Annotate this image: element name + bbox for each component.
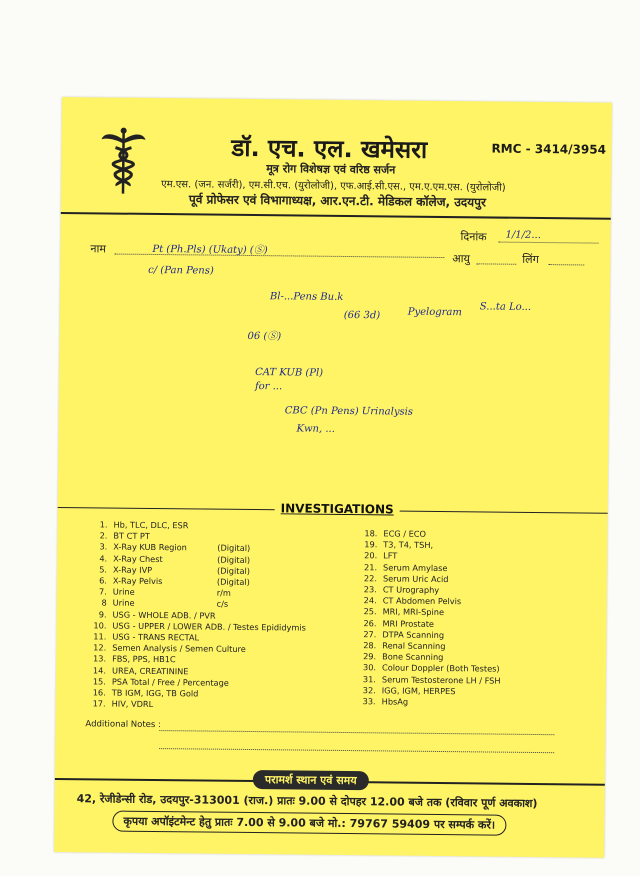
investigation-detail: (Digital): [217, 554, 251, 565]
appointment-info: कृपया अपॉइंटमेन्ट हेतु प्रातः 7.00 से 9.00 बजे मो.: 79767 59409 पर सम्पर्क करें।: [112, 811, 506, 836]
investigation-number: 27.: [363, 629, 377, 640]
investigation-item: [359, 551, 502, 564]
age-label: आयु: [452, 252, 471, 266]
investigation-number: 31.: [362, 673, 376, 684]
investigation-name: Serum Uric Acid: [382, 573, 449, 584]
investigation-name: X-Ray KUB Region: [113, 541, 187, 553]
caduceus-icon: [101, 125, 146, 195]
investigation-number: 3.: [99, 541, 108, 552]
handwritten-note: CAT KUB (Pl): [255, 367, 324, 379]
investigation-detail: (Digital): [216, 565, 251, 576]
investigation-number: 33.: [362, 696, 376, 707]
investigation-number: 28.: [363, 640, 377, 651]
investigations-left-list: [88, 519, 307, 712]
investigation-name: BT CT PT: [113, 530, 150, 542]
investigation-name: Serum Amylase: [383, 561, 448, 573]
investigations-title: INVESTIGATIONS: [275, 501, 400, 516]
investigation-number: 7.: [98, 586, 107, 597]
consult-title: परामर्श स्थान एवं समय: [253, 770, 369, 790]
investigation-name: Semen Analysis / Semen Culture: [112, 642, 246, 655]
investigation-number: 1.: [99, 519, 108, 530]
handwritten-note: Kwn, ...: [296, 423, 335, 435]
investigation-name: IGG, IGM, HERPES: [381, 685, 456, 696]
investigation-number: 14.: [92, 664, 107, 676]
position: पूर्व प्रोफेसर एवं विभागाध्यक्ष, आर.एन.टी. मेडिकल कॉलेज, उदयपुर: [188, 192, 486, 210]
age-line: [476, 263, 516, 264]
investigation-name: Urine: [112, 586, 135, 598]
investigation-number: 32.: [362, 685, 376, 696]
handwritten-note: Bl-...Pens Bu.k: [269, 291, 344, 303]
additional-notes-label: Additional Notes :: [85, 719, 161, 731]
investigations-right-list: [358, 528, 503, 709]
investigation-number: 20.: [364, 550, 378, 561]
investigation-name: UREA, CREATININE: [111, 665, 189, 676]
investigation-name: Renal Scanning: [382, 640, 446, 652]
investigation-number: 26.: [363, 617, 377, 628]
investigation-name: X-Ray IVP: [113, 564, 153, 575]
investigation-name: CT Urography: [382, 584, 440, 595]
investigation-number: 18.: [364, 528, 378, 539]
investigation-number: 5.: [99, 564, 108, 575]
investigation-name: FBS, PPS, HB1C: [112, 653, 176, 665]
investigation-name: HbsAg: [381, 696, 409, 707]
investigation-name: USG - UPPER / LOWER ADB. / Testes Epididymis: [112, 620, 306, 633]
clinic-address: 42, रेजीडेन्सी रोड, उदयपुर-313001 (राज.) प्रातः 9.00 से दोपहर 12.00 बजे तक (रविवार पूर्ण अवकाश): [76, 792, 538, 811]
investigation-name: Serum Testosterone LH / FSH: [381, 674, 501, 686]
prescription-sheet: [54, 97, 612, 858]
investigation-number: 29.: [363, 651, 377, 662]
investigation-detail: r/m: [216, 587, 231, 599]
investigation-name: USG - TRANS RECTAL: [112, 631, 200, 643]
investigation-name: Urine: [112, 597, 135, 609]
investigation-number: 23.: [363, 584, 377, 595]
investigation-name: X-Ray Pelvis: [112, 575, 163, 587]
investigation-detail: c/s: [216, 599, 229, 610]
investigation-number: 11.: [93, 631, 107, 642]
notes-line: [159, 748, 554, 753]
degrees: एम.एस. (जन. सर्जरी), एम.सी.एच. (युरोलोजी), एफ.आई.सी.एस., एम.ए.एम.एस. (युरोलोजी): [161, 179, 506, 194]
investigation-name: MRI, MRI-Spine: [382, 606, 445, 618]
specialty: मूत्र रोग विशेषज्ञ एवं वरिष्ठ सर्जन: [266, 162, 396, 177]
investigation-name: Colour Doppler (Both Testes): [381, 662, 500, 675]
name-label: नाम: [90, 242, 107, 256]
investigation-name: Hb, TLC, DLC, ESR: [113, 519, 189, 531]
sex-label: लिंग: [522, 252, 539, 267]
investigation-name: LFT: [383, 550, 398, 561]
doctor-name: डॉ. एच. एल. खमेसरा: [231, 133, 428, 164]
investigation-number: 13.: [93, 653, 107, 664]
handwritten-note: c/ (Pan Pens): [148, 264, 214, 277]
notes-line: [159, 730, 554, 735]
handwritten-note: S...ta Lo...: [479, 301, 532, 313]
investigation-number: 12.: [93, 642, 107, 653]
investigation-name: TB IGM, IGG, TB Gold: [111, 687, 199, 699]
investigation-name: USG - WHOLE ADB. / PVR: [112, 609, 216, 621]
date-label: दिनांक: [460, 230, 487, 244]
investigation-name: Bone Scanning: [382, 651, 444, 663]
date-line: [498, 242, 598, 244]
investigation-name: T3, T4, TSH,: [383, 539, 434, 551]
investigation-name: ECG / ECO: [383, 528, 427, 539]
investigation-detail: (Digital): [217, 543, 251, 554]
investigation-item: [88, 699, 306, 712]
header-divider: [61, 212, 611, 220]
registration-number: RMC - 3414/3954: [491, 141, 607, 157]
investigation-number: 24.: [363, 595, 377, 606]
investigation-number: 2.: [99, 530, 108, 541]
handwritten-note: (66 3d): [343, 309, 381, 322]
investigation-number: 25.: [363, 606, 377, 617]
investigation-name: DTPA Scanning: [382, 629, 445, 640]
investigation-number: 19.: [364, 539, 378, 550]
handwritten-note: 06 (Ⓢ): [247, 330, 282, 343]
handwritten-note: for ...: [254, 381, 283, 393]
investigation-number: 4.: [99, 553, 108, 564]
investigation-number: 22.: [363, 573, 378, 584]
investigation-name: MRI Prostate: [382, 618, 435, 629]
investigation-number: 6.: [99, 575, 107, 586]
investigation-name: HIV, VDRL: [111, 698, 154, 710]
investigation-number: 10.: [93, 620, 107, 631]
handwritten-note: Pyelogram: [407, 306, 462, 319]
investigation-number: 21.: [364, 561, 378, 572]
investigation-number: 17.: [92, 698, 106, 709]
investigation-number: 9.: [98, 609, 107, 620]
investigation-detail: (Digital): [216, 576, 250, 588]
sex-line: [548, 264, 584, 265]
handwritten-name: Pt (Ph.Pls) (Ukaty) (Ⓢ): [152, 243, 268, 257]
handwritten-note: CBC (Pn Pens) Urinalysis: [284, 405, 414, 418]
investigation-item: [358, 696, 501, 709]
investigation-number: 15.: [92, 676, 106, 687]
investigation-name: CT Abdomen Pelvis: [382, 595, 462, 607]
investigation-number: 16.: [92, 687, 106, 698]
investigation-name: PSA Total / Free / Percentage: [111, 676, 229, 688]
handwritten-date: 1/1/2...: [505, 229, 542, 242]
investigation-number: 8: [101, 597, 107, 608]
investigation-number: 30.: [362, 662, 377, 673]
investigation-name: X-Ray Chest: [113, 553, 163, 564]
